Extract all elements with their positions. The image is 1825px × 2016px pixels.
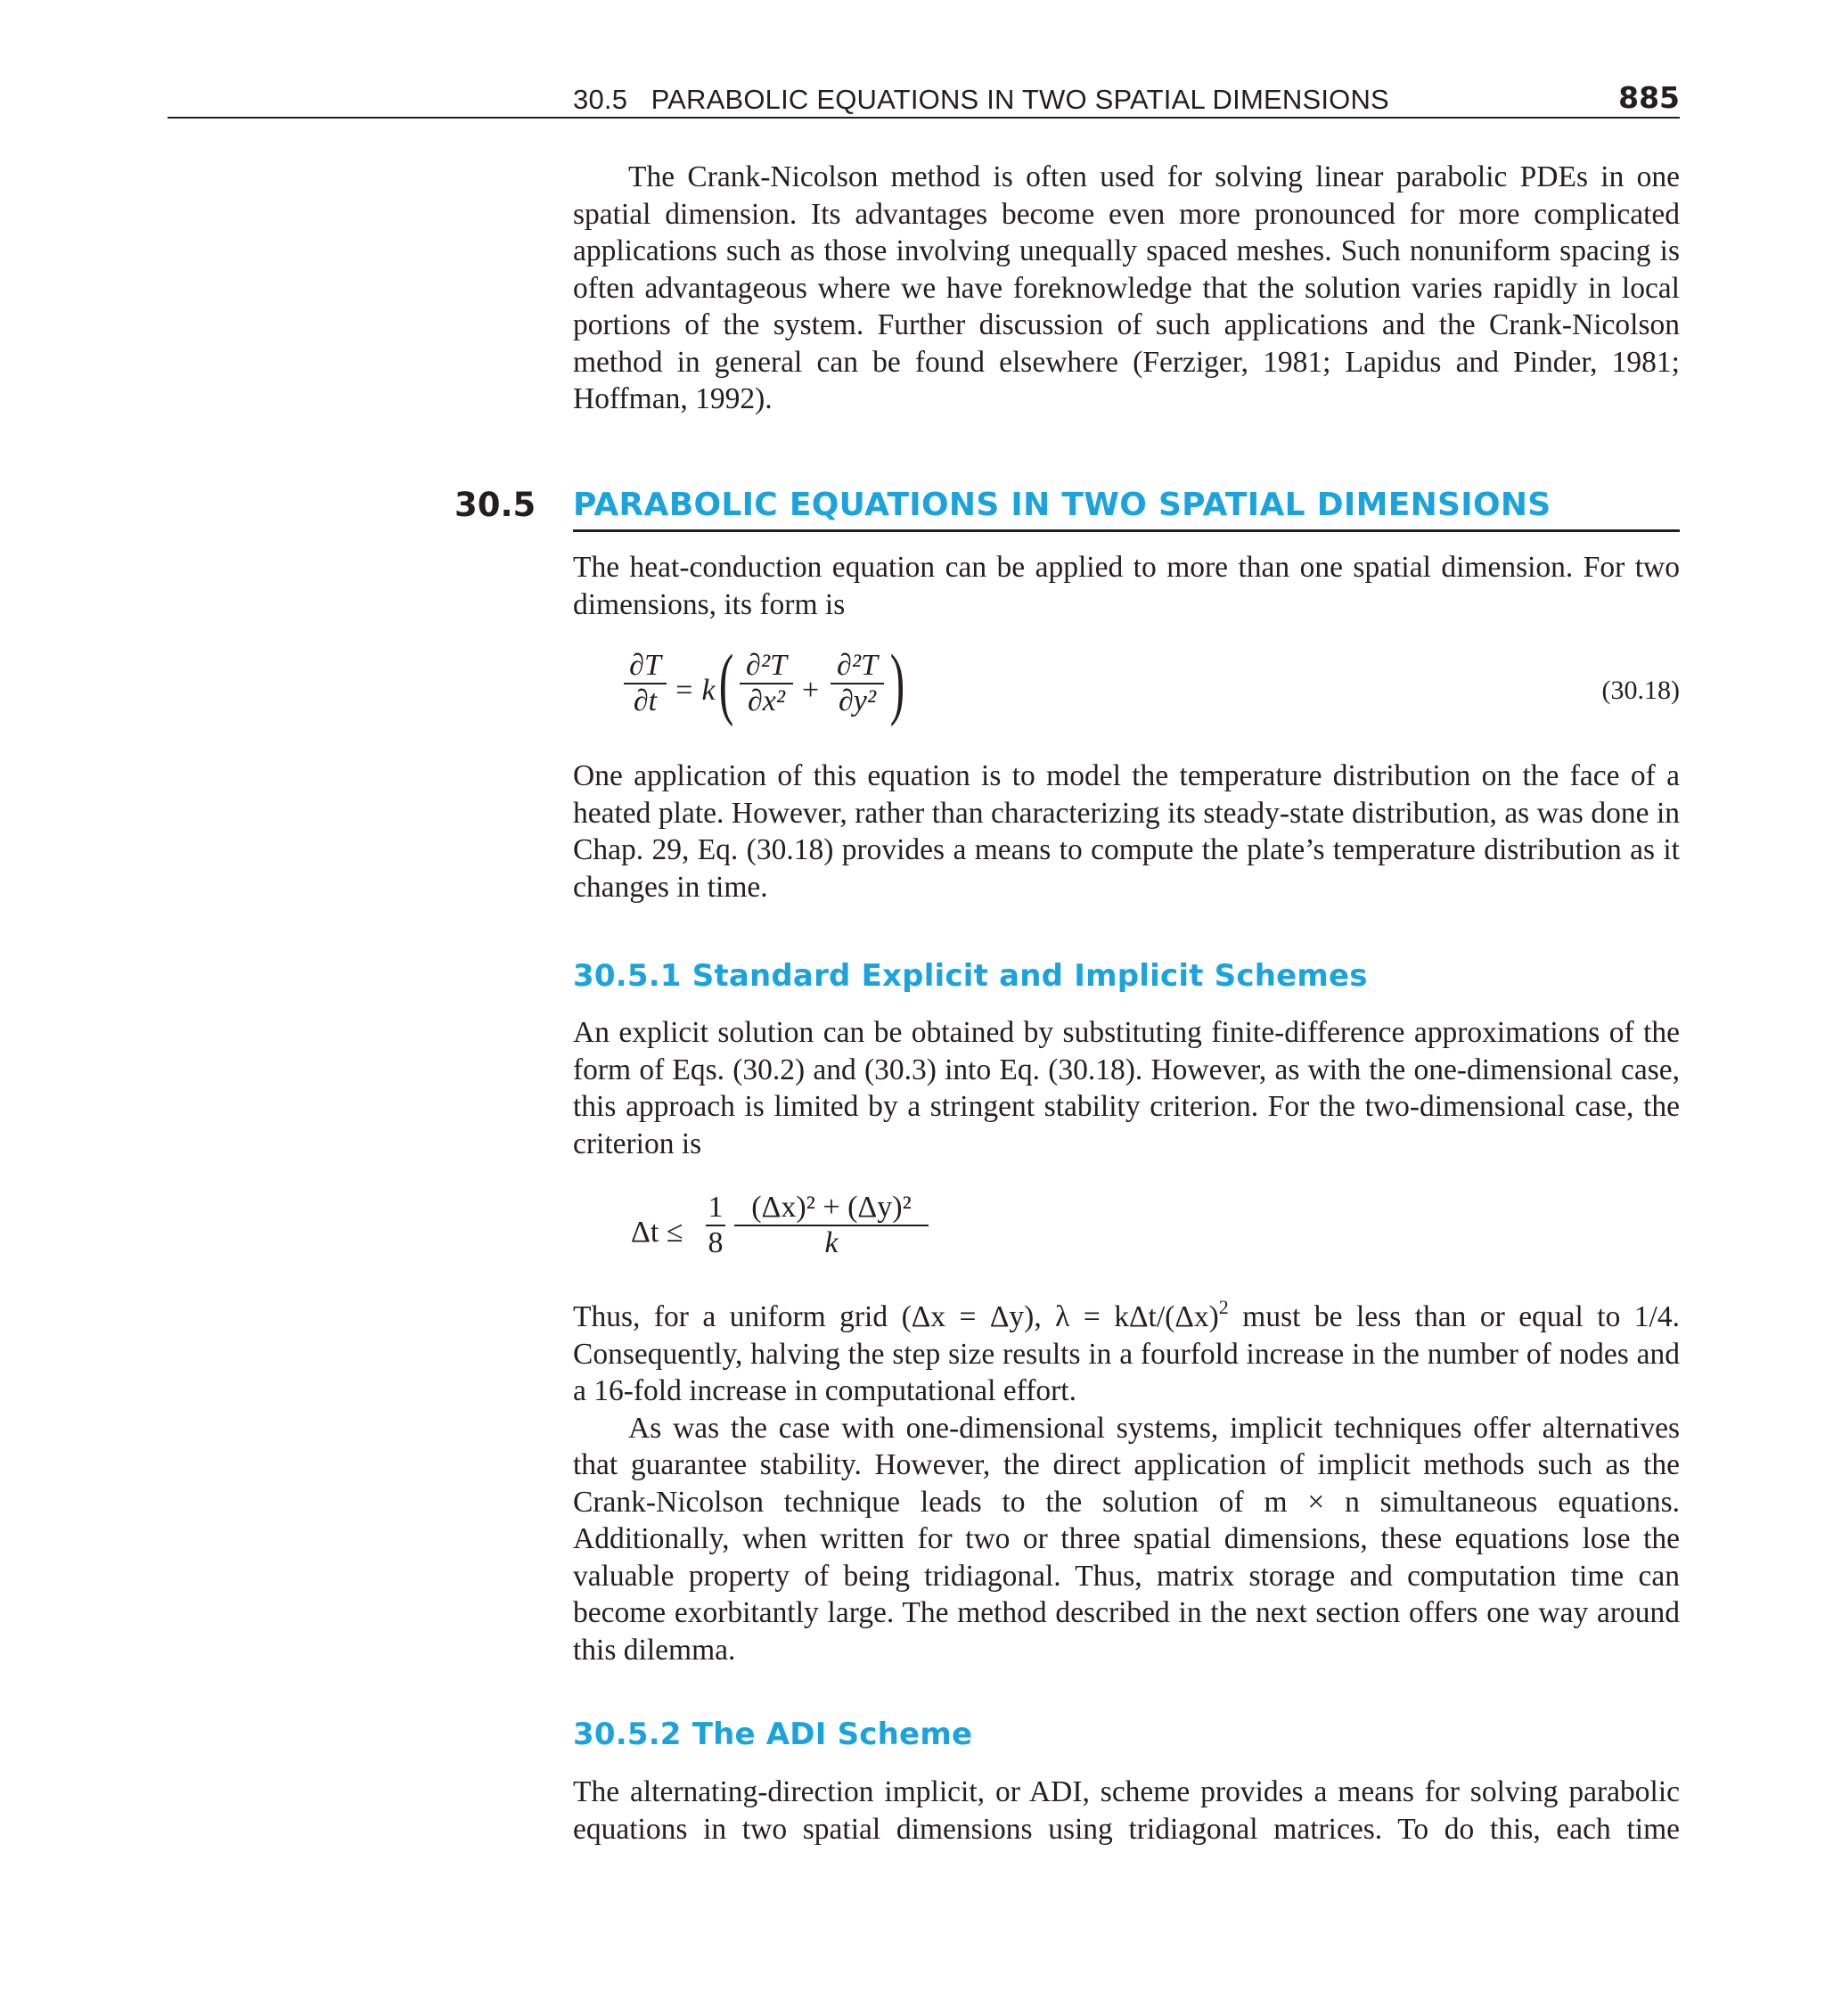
subsection-1-paragraph-2 bbox=[573, 1296, 1680, 1410]
eq18-term1-numerator: ∂²T bbox=[746, 649, 787, 682]
para2-start-text: Thus, for a uniform grid (Δx = Δy), λ = kΔt/(Δx) bbox=[573, 1300, 1219, 1333]
right-paren: ) bbox=[889, 639, 905, 727]
intro-block bbox=[573, 159, 1680, 418]
subsection-1-para2-block bbox=[573, 1296, 1680, 1668]
eq18-lhs-numerator: ∂T bbox=[629, 649, 661, 682]
section-rule bbox=[573, 529, 1680, 532]
subsection-2-para1-block bbox=[573, 1774, 1680, 1848]
stability-lhs: Δt ≤ bbox=[631, 1216, 683, 1249]
intro-paragraph: The Crank-Nicolson method is often used for solving linear parabolic PDEs in one spatial dimension. Its advantages become even more pronounced for more complicated applications such as those involving unequally spaced meshes. Such nonuniform spacing is often advantageous where we have foreknowledge that the solution varies rapidly in local portions of the system. Further discussion of such applications and the Crank-Nicolson method in general can be found elsewhere (Ferziger, 1981; Lapidus and Pinder, 1981; Hoffman, 1992). bbox=[573, 160, 1680, 415]
stability-criterion bbox=[631, 1191, 934, 1280]
stability-coef-numerator: 1 bbox=[708, 1191, 724, 1224]
subsection-2-title: 30.5.2 The ADI Scheme bbox=[573, 1717, 973, 1752]
section-para1-block bbox=[573, 549, 1680, 623]
section-para2-block bbox=[573, 758, 1680, 906]
subsection-1-para1-block bbox=[573, 1014, 1680, 1162]
para2-end-text: must be less than or equal to 1/4. Consequently, halving the step size results in a fourfold increase in the number of nodes and a 16-fold increase in computational effort. bbox=[573, 1300, 1680, 1407]
eq18-equals-k: = k bbox=[674, 674, 716, 707]
eq18-term2-numerator: ∂²T bbox=[837, 649, 878, 682]
section-paragraph-2: One application of this equation is to model the temperature distribution on the face of a heated plate. However, rather than characterizing its steady-state distribution, as was done in Chap. 29, Eq. (30.18) provides a means to compute the plate’s temperature distribution as it changes in time. bbox=[573, 759, 1680, 904]
eq18-term2-fraction bbox=[831, 649, 884, 718]
running-head: 30.5 PARABOLIC EQUATIONS IN TWO SPATIAL DIMENSIONS bbox=[573, 84, 1389, 115]
header-rule bbox=[168, 117, 1680, 119]
stability-coef-denominator: 8 bbox=[708, 1226, 724, 1259]
section-paragraph-1: The heat-conduction equation can be applied to more than one spatial dimension. For two dimensions, its form is bbox=[573, 551, 1680, 621]
subsection-1-paragraph-1: An explicit solution can be obtained by substituting finite-difference approximations of the form of Eqs. (30.2) and (30.3) into Eq. (30.18). However, as with the one-dimensional case, this approach is limited by a stringent stability criterion. For the two-dimensional case, the criterion is bbox=[573, 1016, 1680, 1160]
stability-coef-fraction bbox=[706, 1191, 725, 1260]
equation-30-18 bbox=[624, 639, 918, 747]
left-paren: ( bbox=[718, 639, 734, 727]
subsection-1-paragraph-3: As was the case with one-dimensional systems, implicit techniques offer alternatives that guarantee stability. However, the direct application of implicit methods such as the Crank-Nicolson technique leads to the solution of m × n simultaneous equations. Additionally, when written for two or three spatial dimensions, these equations lose the valuable property of being tridiagonal. Thus, matrix storage and computation time can become exorbitantly large. The method described in the next section offers one way around this dilemma. bbox=[573, 1411, 1680, 1667]
eq18-term2-denominator: ∂y² bbox=[838, 684, 877, 717]
eq18-term1-denominator: ∂x² bbox=[747, 684, 786, 717]
superscript-2: 2 bbox=[1218, 1296, 1229, 1318]
stability-main-numerator: (Δx)² + (Δy)² bbox=[751, 1191, 912, 1224]
eq18-term1-fraction bbox=[740, 649, 793, 718]
section-title: PARABOLIC EQUATIONS IN TWO SPATIAL DIMENSIONS bbox=[573, 487, 1551, 523]
equation-number: (30.18) bbox=[1601, 676, 1680, 705]
stability-main-denominator: k bbox=[824, 1226, 839, 1259]
section-number: 30.5 bbox=[454, 486, 536, 524]
eq18-lhs-fraction bbox=[624, 649, 667, 718]
eq18-lhs-denominator: ∂t bbox=[633, 684, 658, 717]
subsection-1-title: 30.5.1 Standard Explicit and Implicit Schemes bbox=[573, 958, 1368, 994]
page-number: 885 bbox=[1618, 80, 1680, 115]
stability-main-fraction bbox=[734, 1191, 929, 1260]
subsection-2-paragraph-1: The alternating-direction implicit, or ADI, scheme provides a means for solving parabolic equations in two spatial dimensions using tridiagonal matrices. To do this, each time bbox=[573, 1775, 1680, 1846]
eq18-plus: + bbox=[802, 674, 820, 707]
